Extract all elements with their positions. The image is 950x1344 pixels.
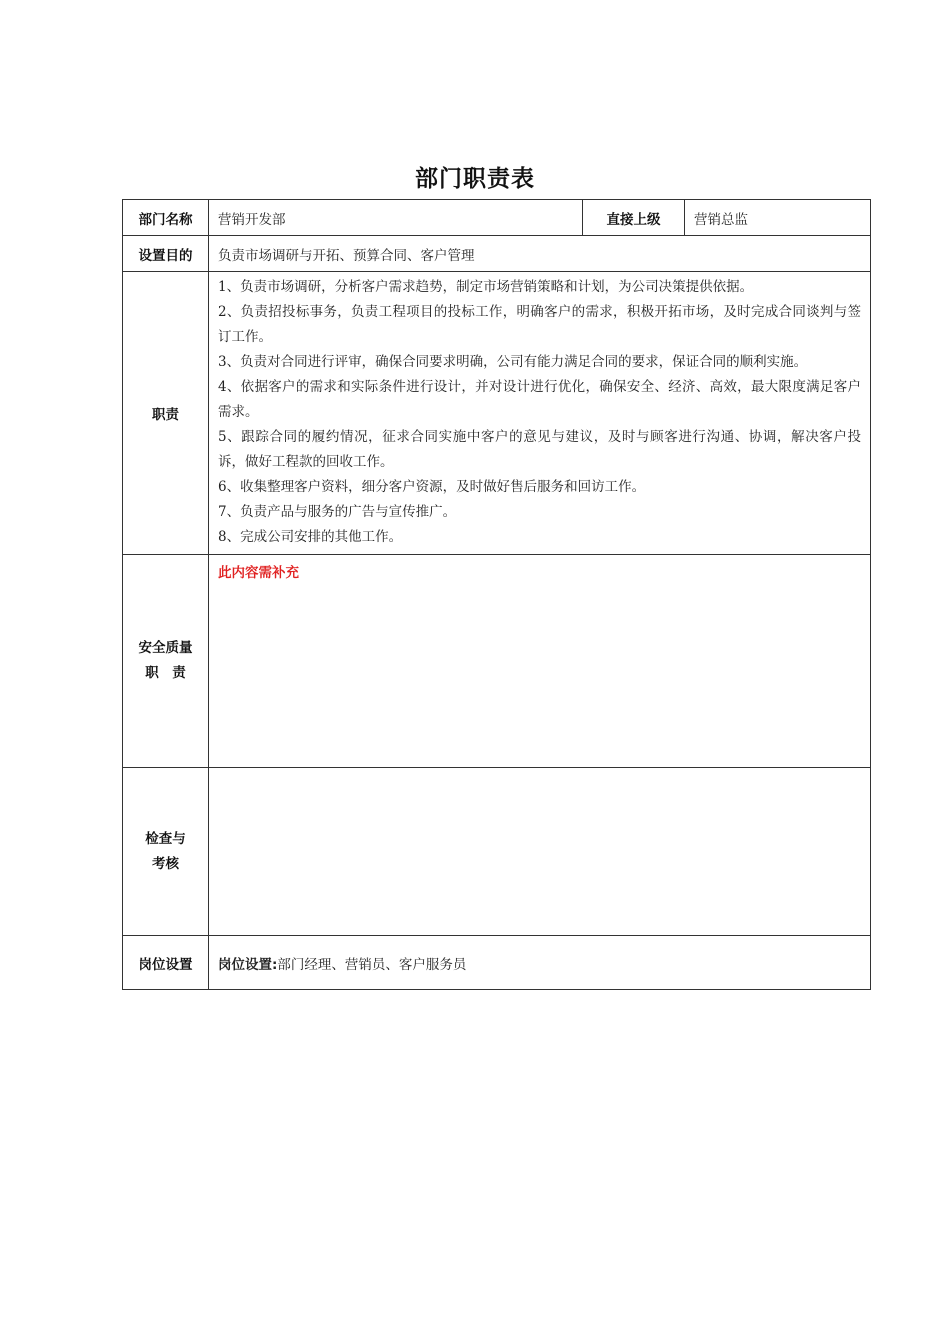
row-dept-name [123,200,871,236]
row-purpose [123,236,871,272]
superior-label: 直接上级 [583,200,685,236]
duty-item-5: 5、跟踪合同的履约情况，征求合同实施中客户的意见与建议，及时与顾客进行沟通、协调，解决客户投诉，做好工程款的回收工作。 [218,429,861,470]
duty-item-4: 4、依据客户的需求和实际条件进行设计，并对设计进行优化，确保安全、经济、高效，最大限度满足客户需求。 [218,379,861,420]
safety-note: 此内容需补充 [209,555,871,768]
page-title: 部门职责表 [415,166,535,192]
safety-label [123,555,209,768]
duties-label: 职责 [123,272,209,555]
check-label [123,768,209,936]
check-content [209,768,871,936]
post-inline-label: 岗位设置: [218,956,278,973]
row-post [123,936,871,990]
row-duties [123,272,871,555]
post-label: 岗位设置 [123,936,209,990]
superior-value: 营销总监 [685,200,871,236]
check-label-line2: 考核 [152,855,179,872]
row-check [123,768,871,936]
duties-list [209,272,871,555]
duty-item-3: 3、负责对合同进行评审，确保合同要求明确，公司有能力满足合同的要求，保证合同的顺利实施。 [218,354,808,370]
check-label-line1: 检查与 [145,830,186,847]
post-value: 部门经理、营销员、客户服务员 [277,956,467,973]
purpose-value: 负责市场调研与开拓、预算合同、客户管理 [209,236,871,272]
safety-label-line2: 职 责 [145,665,186,681]
duty-item-7: 7、负责产品与服务的广告与宣传推广。 [218,504,457,520]
safety-label-line1: 安全质量 [138,640,193,656]
duty-item-6: 6、收集整理客户资料，细分客户资源，及时做好售后服务和回访工作。 [218,479,646,495]
dept-name-label: 部门名称 [123,200,209,236]
post-content [209,936,871,990]
duty-item-8: 8、完成公司安排的其他工作。 [218,529,403,545]
department-duty-table [122,199,871,990]
duty-item-1: 1、负责市场调研，分析客户需求趋势，制定市场营销策略和计划，为公司决策提供依据。 [218,279,754,295]
dept-name-value: 营销开发部 [209,200,583,236]
purpose-label: 设置目的 [123,236,209,272]
row-safety [123,555,871,768]
duty-item-2: 2、负责招投标事务，负责工程项目的投标工作，明确客户的需求，积极开拓市场，及时完成合同谈判与签订工作。 [218,304,861,345]
